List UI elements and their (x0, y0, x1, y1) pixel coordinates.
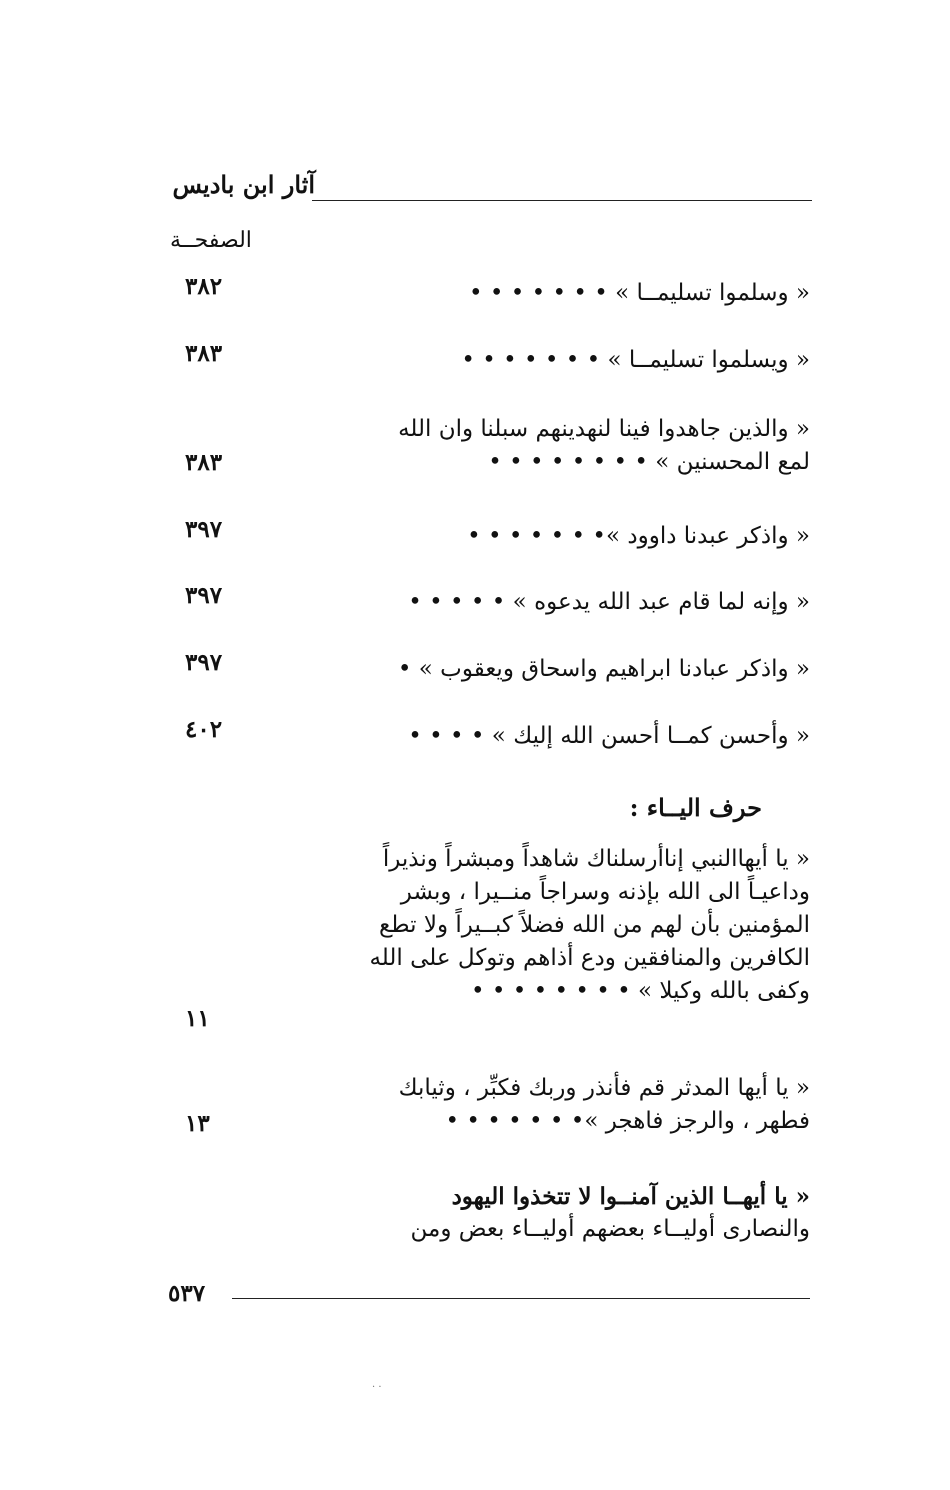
entry-line: « يا أيها المدثر قم فأنذر وربك فكبِّر ، وثيابك (398, 1075, 810, 1101)
entry-line: وكفى بالله وكيلا » • • • • • • • • (471, 978, 810, 1004)
entry-line: وداعيـاً الى الله بإذنه وسراجاً منــيرا ، وبشر (400, 879, 810, 905)
entry-line: « ويسلموا تسليمــا » • • • • • • • (461, 347, 810, 373)
entry-text (380, 277, 810, 310)
entry-line: المؤمنين بأن لهم من الله فضلاً كبــيراً ولا تطع (379, 912, 810, 938)
entry-text (380, 413, 810, 479)
entry-page-number: ٤٠٢ (185, 716, 223, 743)
entry-text (380, 344, 810, 377)
entry-line: فطهر ، والرجز فاهجر »• • • • • • • (445, 1108, 810, 1134)
entry-text (380, 1180, 810, 1246)
entry-line: « يا أيهاالنبي إناأرسلناك شاهداً ومبشراً ونذيراً (382, 846, 810, 872)
page-column-label: الصفحــة (170, 228, 252, 253)
entry-text (369, 843, 810, 1008)
entry-line: « وأحسن كمــا أحسن الله إليك » • • • • (408, 723, 810, 749)
footer-rule (232, 1298, 810, 1299)
header-rule (312, 200, 812, 201)
entry-line: « واذكر عبدنا داوود »• • • • • • • (467, 523, 810, 549)
entry-text (380, 520, 810, 553)
entry-line: « وإنه لما قام عبد الله يدعوه » • • • • • (408, 589, 810, 615)
entry-page-number: ٣٩٧ (185, 582, 223, 609)
entry-line: « يا أيهــا الذين آمنــوا لا تتخذوا اليهود (451, 1183, 810, 1210)
entry-page-number: ١١ (185, 1005, 210, 1032)
entry-text (380, 1072, 810, 1138)
section-heading: حرف اليــاء : (629, 793, 762, 822)
entry-page-number: ٣٩٧ (185, 516, 223, 543)
entry-text (380, 653, 810, 686)
entry-page-number: ٣٩٧ (185, 649, 223, 676)
entry-line: « واذكر عبادنا ابراهيم واسحاق ويعقوب » • (397, 656, 810, 682)
entry-line: « والذين جاهدوا فينا لنهدينهم سبلنا وان الله (398, 416, 810, 442)
entry-page-number: ١٣ (185, 1110, 210, 1137)
entry-page-number: ٣٨٣ (185, 340, 223, 367)
running-header-title: آثار ابن باديس (172, 170, 315, 199)
scan-specks: · · (372, 1382, 382, 1393)
entry-line: « وسلموا تسليمــا » • • • • • • • (468, 280, 810, 306)
entry-line: الكافرين والمنافقين ودع أذاهم وتوكل على الله (369, 945, 810, 971)
entry-line: لمع المحسنين » • • • • • • • • (488, 449, 810, 475)
entry-line: والنصارى أوليــاء بعضهم أوليــاء بعض ومن (410, 1216, 810, 1242)
entry-text (380, 720, 810, 753)
entry-page-number: ٣٨٢ (185, 273, 223, 300)
folio-page-number: ٥٣٧ (168, 1280, 206, 1307)
entry-text (380, 586, 810, 619)
entry-page-number: ٣٨٣ (185, 449, 223, 476)
